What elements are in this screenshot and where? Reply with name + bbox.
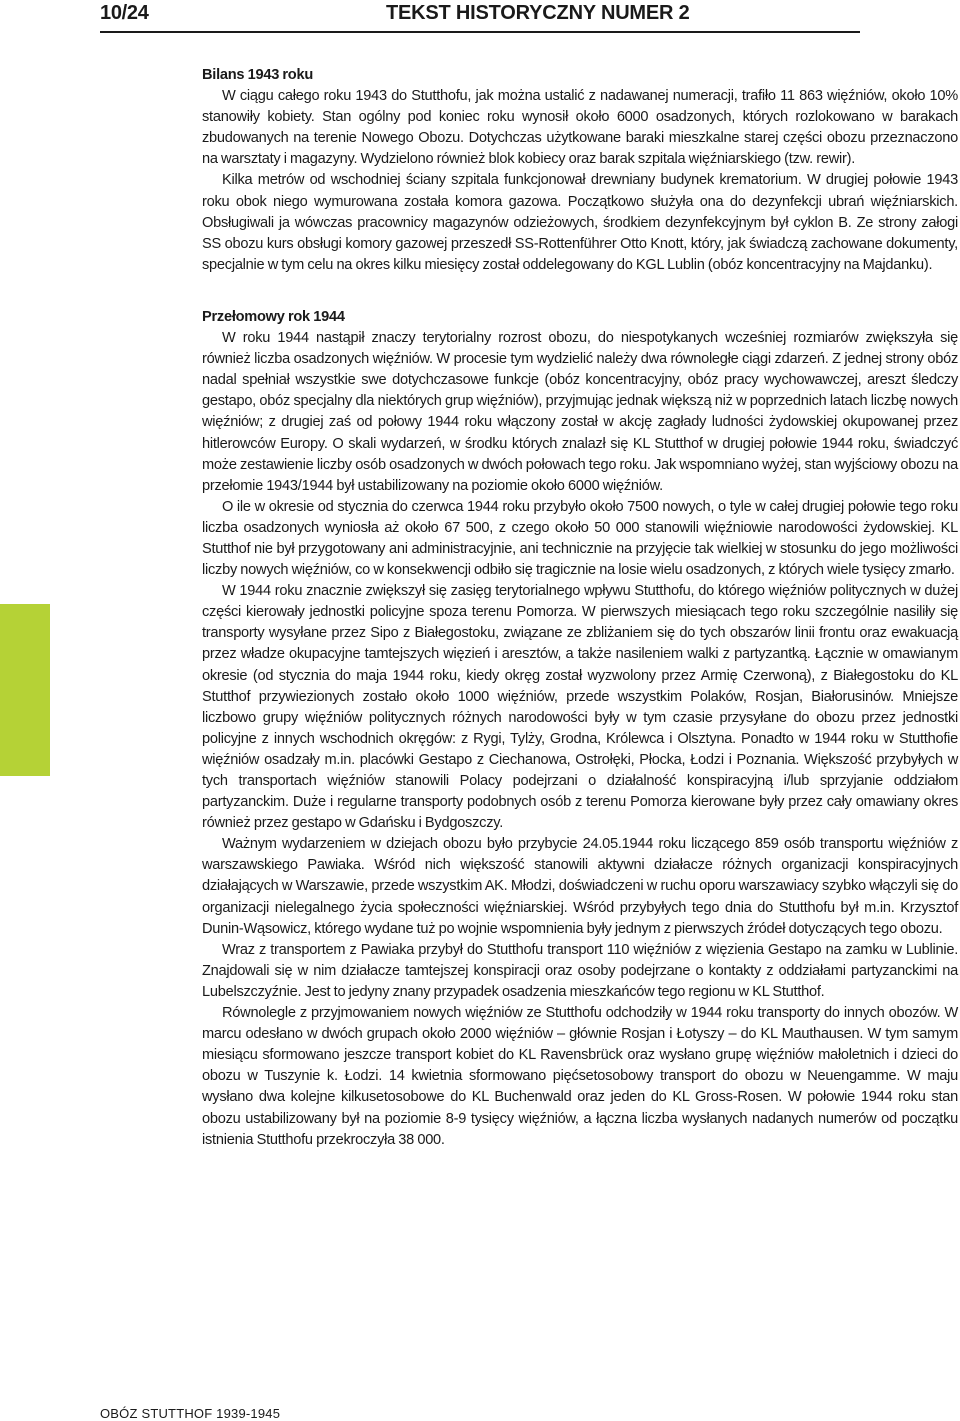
section-bilans-1943 [202,65,958,276]
paragraph: W roku 1944 nastąpił znaczy terytorialny rozrost obozu, do niespotykanych wcześniej rozmiarów zwiększyła się również liczba osadzonych więźniów. W procesie tym wydzielić należy dwa równoległe ciągi zdarzeń. Z jednej strony obóz nadal spełniał wszystkie swe dotychczasowe funkcje (obóz koncentracyjny, obóz pracy wychowawczej, areszt śledczy gestapo, obóz specjalny dla niektórych grup więźniów), przyjmując jednak większą niż w poprzednich latach liczbę nowych więźniów; z drugiej zaś od połowy 1944 roku włączony został w akcję zagłady ludności żydowskiej okupowanej przez hitlerowców Europy. O skali wydarzeń, w środku których znalazł się KL Stutthof w drugiej połowie 1944 roku, świadczyć może zestawienie liczby osób osadzonych w dwóch połowach tego roku. Jak wspomniano wyżej, stan wyjściowy obozu na przełomie 1943/1944 był ustabilizowany na poziomie około 6000 więźniów. [202,330,958,494]
page-header [100,0,860,33]
section-przelomowy-1944 [202,307,958,1151]
paragraph: Równolegle z przyjmowaniem nowych więźniów ze Stutthofu odchodziły w 1944 roku transporty do innych obozów. W marcu odesłano w dwóch grupach około 2000 więźniów – głównie Rosjan i Łotyszy – do KL Mauthausen. W tym samym miesiącu sformowano jeszcze transport kobiet do KL Ravensbrück oraz wysłano grupę więźniów małoletnich i dzieci do obozu w Tuszynie k. Łodzi. 14 kwietnia sformowano pięćsetosobowy transport do obozu w Neuengamme. W maju wysłano dwa kolejne kilkusetosobowe do KL Buchenwald oraz jeden do KL Gross-Rosen. W połowie 1944 roku stan obozu ustabilizowany był na poziomie 8-9 tysięcy więźniów, a łączna liczba wysłanych nadanych numerów od początku istnienia Stutthofu przekroczyła 38 000. [202,1005,958,1148]
document-title: TEKST HISTORYCZNY NUMER 2 [386,2,690,24]
paragraph: W 1944 roku znacznie zwiększył się zasięg terytorialnego wpływu Stutthofu, do którego więźniów politycznych w dużej części kierowały jednostki policyjne spoza terenu Pomorza. W pierwszych miesiącach tego roku szczególnie nasiliły się transporty wysyłane przez Sipo z Białegostoku, związane ze zbliżaniem się do tych obszarów linii frontu oraz ewakuacją przez władze okupacyjne tamtejszych więzień i aresztów, a także nasileniem walki z partyzantką. Łącznie w omawianym okresie (od stycznia do maja 1944 roku, kiedy okręg został wyzwolony przez Armię Czerwoną), z Białegostoku do KL Stutthof przywiezionych zostało około 1000 więźniów, przede wszystkim Polaków, Rosjan, Białorusinów. Mniejsze liczbowo grupy więźniów politycznych różnych narodowości były w tym czasie przysyłane do obozu przez jednostki policyjne z innych wschodnich okręgów: z Rygi, Tylży, Grodna, Królewca i Olsztyna. Ponadto w 1944 roku w Stutthofie więźniów osadzały m.in. placówki Gestapo z Ciechanowa, Ostrołęki, Płocka, Łodzi i Poznania. Większość przybyłych w tych transportach więźniów stanowili Polacy podejrzani o działalność konspiracyjną i/lub sprzyjanie oddziałom partyzanckim. Duże i regularne transporty podobnych osób z terenu Pomorza kierowane były przez cały omawiany okres również przez gestapo w Gdańsku i Bydgoszczy. [202,583,958,832]
section-heading: Bilans 1943 roku [202,67,313,83]
article-body [202,65,958,1151]
page-footer: OBÓZ STUTTHOF 1939-1945 [100,1406,281,1421]
page-number: 10/24 [100,2,149,24]
paragraph: Kilka metrów od wschodniej ściany szpitala funkcjonował drewniany budynek krematorium. W drugiej połowie 1943 roku obok niego wymurowana została komora gazowa. Początkowo służyła ona do dezynfekcji ubrań więźniarskich. Obsługiwali ja wówczas pracownicy magazynów odzieżowych, środkiem dezynfekcyjnym był cyklon B. Ze strony załogi SS obozu kurs obsługi komory gazowej przeszedł SS-Rottenführer Otto Knott, który, jak świadczą zachowane dokumenty, specjalnie w tym celu na okres kilku miesięcy został oddelegowany do KGL Lublin (obóz koncentracyjny na Majdanku). [202,172,958,273]
paragraph: Ważnym wydarzeniem w dziejach obozu było przybycie 24.05.1944 roku liczącego 859 osób transportu więźniów z warszawskiego Pawiaka. Wśród nich większość stanowili aktywni działacze różnych organizacji konspiracyjnych działających w Warszawie, przede wszystkim AK. Młodzi, doświadczeni w ruchu oporu warszawiacy szybko włączyli się do organizacji nielegalnego życia społeczności więźniarskiej. Wśród przybyłych tego dnia do Stutthofu był m.in. Krzysztof Dunin-Wąsowicz, którego wydane tuż po wojnie wspomnienia były jednym z pierwszych źródeł dotyczących tego obozu. [202,836,958,937]
paragraph: W ciągu całego roku 1943 do Stutthofu, jak można ustalić z nadawanej numeracji, trafiło 11 863 więźniów, około 10% stanowiły kobiety. Stan ogólny pod koniec roku wynosił około 6000 osadzonych, których rozlokowano w barakach zbudowanych na terenie Nowego Obozu. Dotychczas użytkowane baraki mieszkalne starej części obozu przeznaczono na warsztaty i magazyny. Wydzielono również blok kobiecy oraz barak szpitala więźniarskiego (tzw. rewir). [202,88,958,168]
section-heading: Przełomowy rok 1944 [202,308,345,325]
accent-bar [0,604,50,776]
paragraph: Wraz z transportem z Pawiaka przybył do Stutthofu transport 110 więźniów z więzienia Gestapo na zamku w Lublinie. Znajdowali się w nim działacze tamtejszej konspiracji oraz osoby podejrzane o kontakty z oddziałami partyzanckimi na Lubelszczyźnie. Jest to jedyny znany przypadek osadzenia mieszkańców tego regionu w KL Stutthof. [202,941,958,1000]
paragraph: O ile w okresie od stycznia do czerwca 1944 roku przybyło około 7500 nowych, o tyle w całej drugiej połowie tego roku liczba osadzonych wyniosła aż około 67 500, z czego około 50 000 stanowili więźniowie narodowości żydowskiej. KL Stutthof nie był przygotowany ani administracyjnie, ani technicznie na przyjęcie tak wielkiej w stosunku do jego możliwości liczby nowych więźniów, co w konsekwencji odbiło się tragicznie na losie wielu osadzonych, z których wiele tysięcy zmarło. [202,498,958,579]
